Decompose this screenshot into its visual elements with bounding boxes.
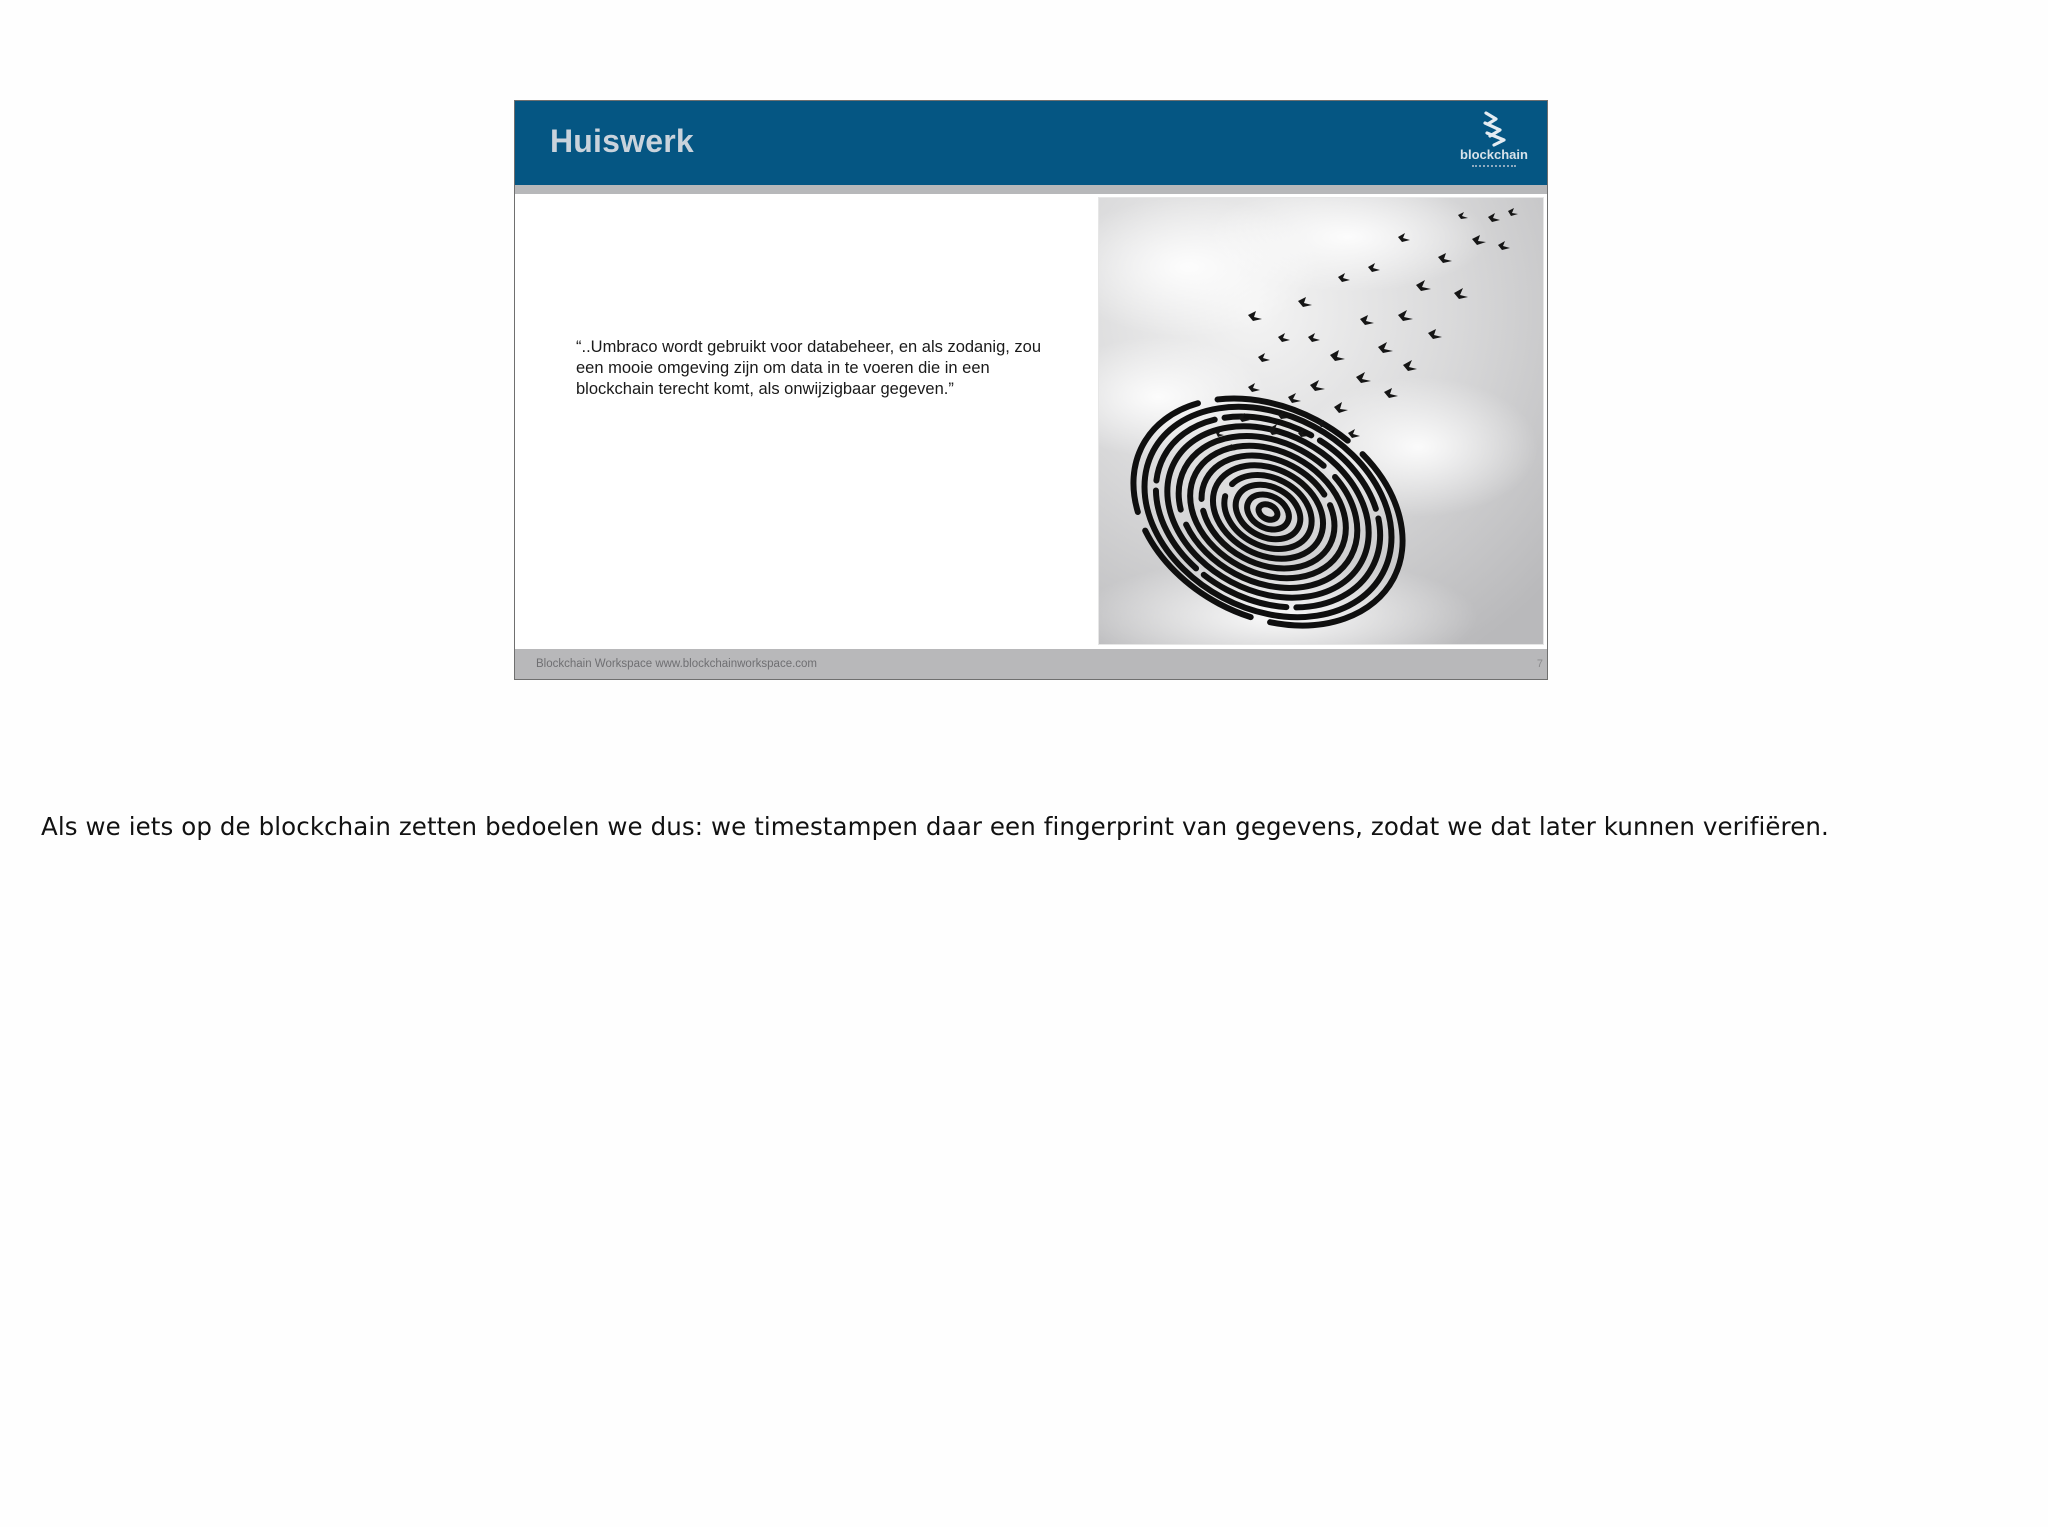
slide-quote: “..Umbraco wordt gebruikt voor databeheer, en als zodanig, zou een mooie omgeving zijn om data in te voeren die in een blockchain terecht komt, als onwijzigbaar gegeven.” [576,338,1042,398]
slide-title: Huiswerk [550,123,694,159]
footer-text: Blockchain Workspace www.blockchainworkspace.com [536,658,818,670]
brand-logo [1455,109,1533,177]
fingerprint-birds-image [1098,197,1544,645]
speaker-notes-caption: Als we iets op de blockchain zetten bedoelen we dus: we timestampen daar een fingerprint van gegevens, zodat we dat later kunnen verifiëren. [41,812,1829,841]
header-stripe [515,185,1547,194]
slide-thumbnail [514,100,1548,680]
fingerprint-illustration [1098,197,1544,645]
slide-page-number: 7 [1536,658,1543,670]
brand-name: blockchain [1460,147,1528,162]
blockchain-logo-icon [1474,109,1514,147]
slide-footer [515,649,1547,680]
slide-header [515,101,1547,185]
brand-tagline-decoration [1472,165,1516,170]
